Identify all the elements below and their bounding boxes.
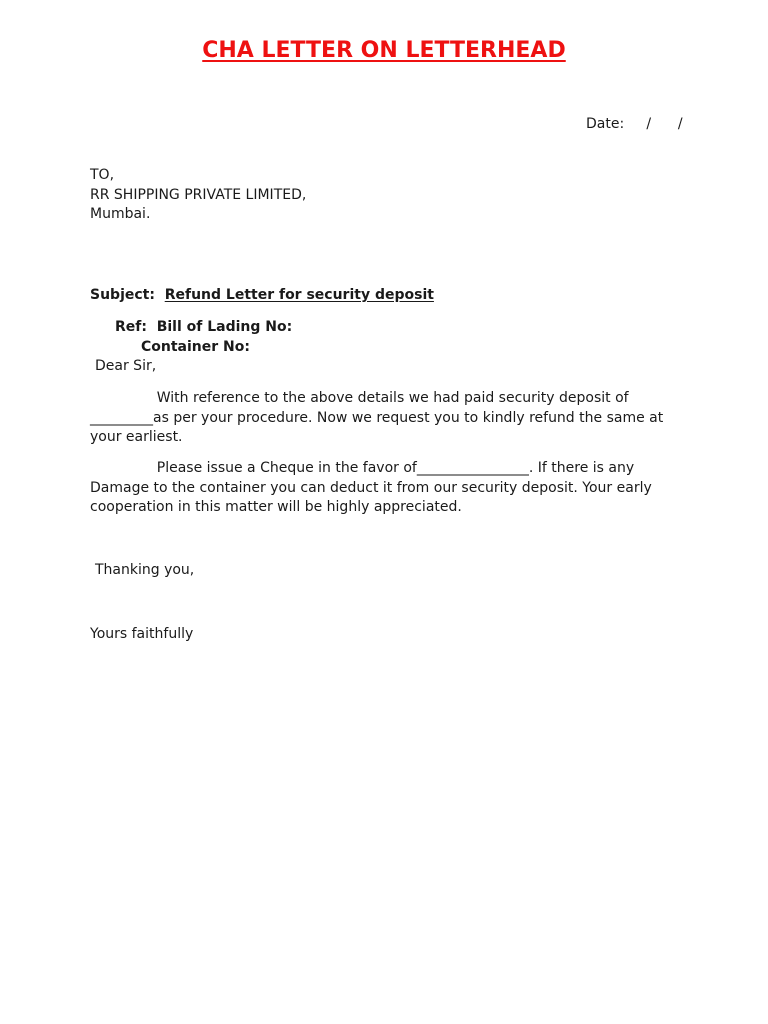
paragraph-cheque — [90, 459, 680, 518]
thanks-line: Thanking you, — [95, 562, 195, 578]
address-city: Mumbai. — [90, 206, 151, 222]
address-company: RR SHIPPING PRIVATE LIMITED, — [90, 186, 307, 203]
paragraph-reference — [90, 389, 680, 448]
address-to: TO, — [90, 167, 115, 183]
recipient-address — [90, 166, 306, 225]
paragraph-line: your earliest. — [90, 429, 183, 445]
ref-bill-of-lading: Ref: Bill of Lading No: — [115, 319, 293, 335]
paragraph-line: Please issue a Cheque in the favor of________________. If there is any — [90, 460, 635, 476]
subject-text: Refund Letter for security deposit — [164, 287, 434, 303]
ref-container-no: Container No: — [141, 339, 250, 355]
closing-line: Yours faithfully — [90, 626, 194, 642]
letter-title: CHA LETTER ON LETTERHEAD — [202, 38, 566, 63]
salutation: Dear Sir, — [95, 358, 157, 374]
subject-label: Subject: — [90, 287, 165, 303]
date-line: Date: / / — [586, 116, 683, 132]
paragraph-line: With reference to the above details we had paid security deposit of — [90, 390, 629, 406]
paragraph-line: Damage to the container you can deduct it from our security deposit. Your early — [90, 479, 652, 496]
paragraph-line: _________as per your procedure. Now we request you to kindly refund the same at — [90, 409, 664, 426]
subject-line — [90, 287, 434, 303]
paragraph-line: cooperation in this matter will be highly appreciated. — [90, 499, 462, 515]
